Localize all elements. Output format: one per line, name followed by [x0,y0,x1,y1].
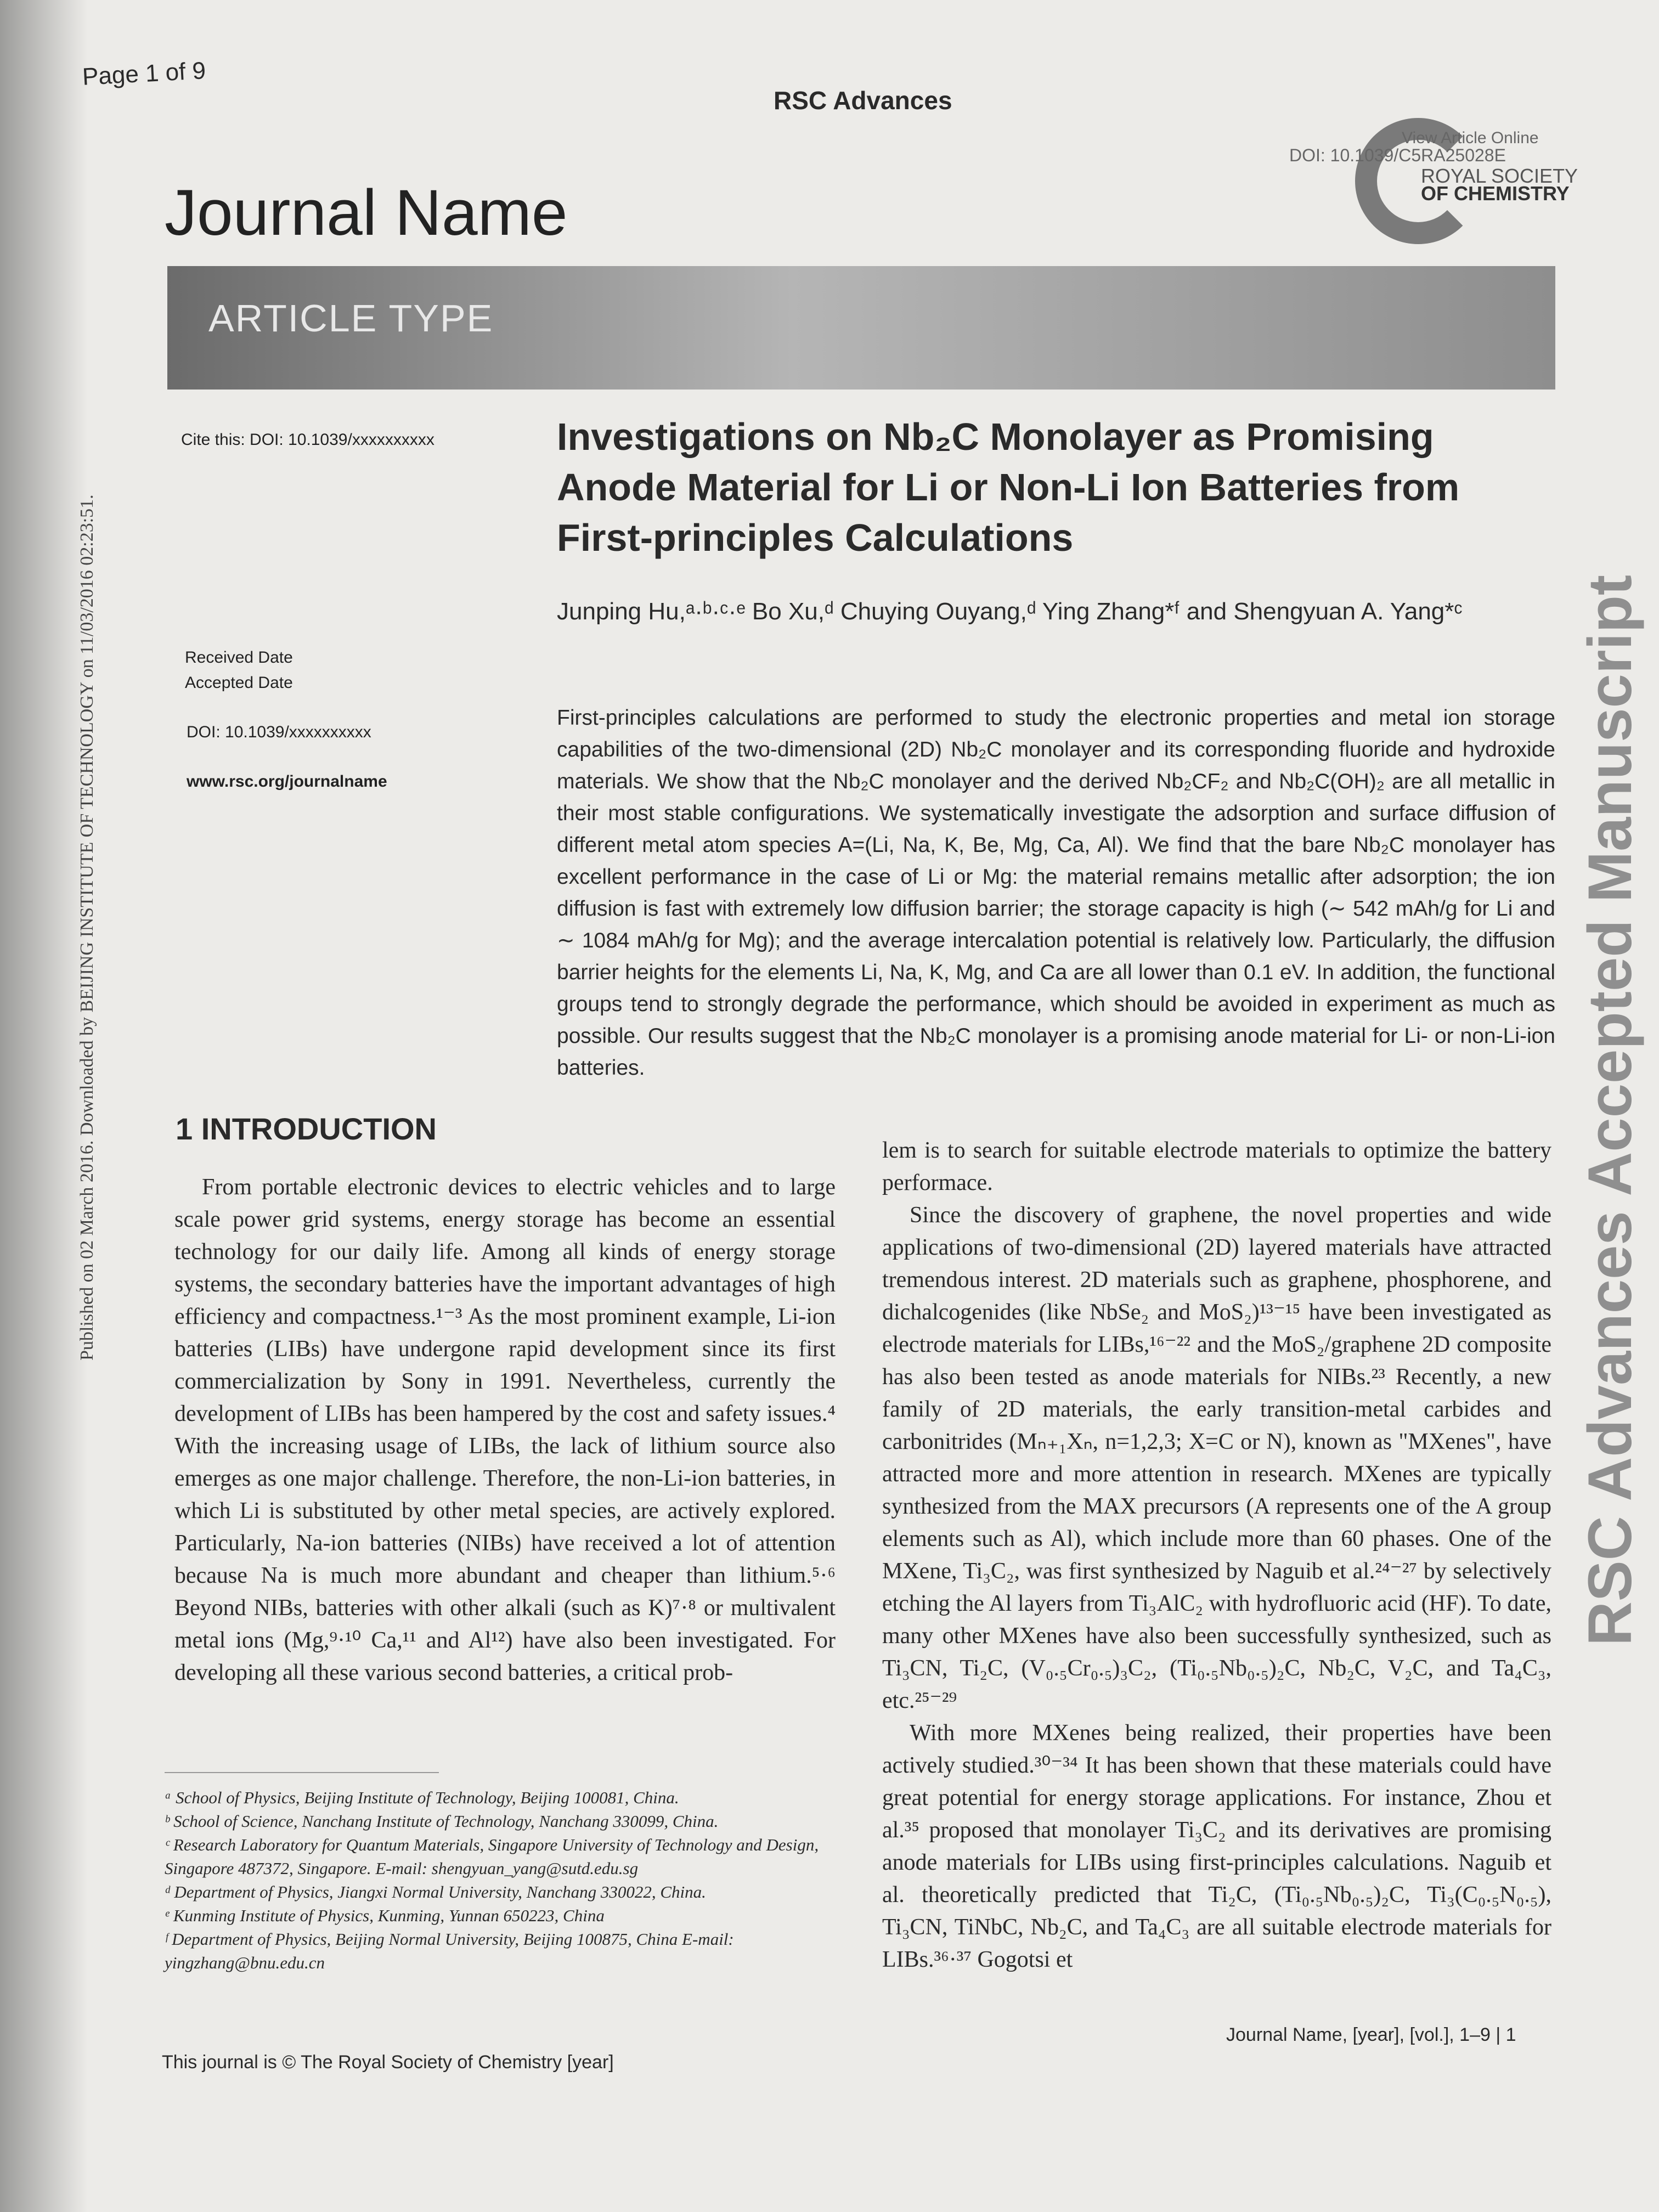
left-column [174,1171,836,1689]
footnote: ᶠ Department of Physics, Beijing Normal University, Beijing 100875, China E-mail: yingzhang@bnu.edu.cn [165,1929,734,1972]
abstract: First-principles calculations are performed to study the electronic properties and metal ion storage capabilities of the two-dimensional (2D) Nb₂C monolayer and its corresponding fluoride and hydroxide materials. We show that the Nb₂C monolayer and the derived Nb₂CF₂ and Nb₂C(OH)₂ are all metallic in their most stable configurations. We systematically investigate the adsorption and surface diffusion of different metal atom species A=(Li, Na, K, Be, Mg, Ca, Al). We find that the bare Nb₂C monolayer has excellent performance in the case of Li or Mg: the material remains metallic after adsorption; the ion diffusion is fast with extremely low diffusion barrier; the storage capacity is high (∼ 542 mAh/g for Li and ∼ 1084 mAh/g for Mg); and the average intercalation potential is relatively low. Particularly, the diffusion barrier heights for the elements Li, Na, K, Mg, and Ca are all lower than 0.1 eV. In addition, the functional groups tend to strongly degrade the performance, which should be avoided in experiment as much as possible. Our results suggest that the Nb₂C monolayer is a promising anode material for Li- or non-Li-ion batteries. [557,706,1555,1080]
footnote-divider [165,1772,439,1773]
journal-name: Journal Name [165,177,568,249]
right-column [882,1135,1551,1976]
page-label: Page 1 of 9 [81,57,207,91]
article-type: ARTICLE TYPE [208,297,494,340]
paragraph: Since the discovery of graphene, the novel properties and wide applications of two-dimensional (2D) layered materials have attracted tremendous interest. 2D materials such as graphene, phosphorene, and dichalcogenides (like NbSe₂ and MoS₂)¹³⁻¹⁵ have been investigated as electrode materials for LIBs,¹⁶⁻²² and the MoS₂/graphene 2D composite has also been tested as anode materials for NIBs.²³ Recently, a new family of 2D materials, the early transition-metal carbides and carbonitrides (Mₙ₊₁Xₙ, n=1,2,3; X=C or N), known as "MXenes", have attracted more and more attention in research. MXenes are typically synthesized from the MAX precursors (A represents one of the A group elements such as Al), which include more than 60 phases. One of the MXene, Ti₃C₂, was first synthesized by Naguib et al.²⁴⁻²⁷ by selectively etching the Al layers from Ti₃AlC₂ with hydrofluoric acid (HF). To date, many other MXenes have also been successfully synthesized, such as Ti₃CN, Ti₂C, (V₀.₅Cr₀.₅)₃C₂, (Ti₀.₅Nb₀.₅)₂C, Nb₂C, V₂C, and Ta₄C₃, etc.²⁵⁻²⁹ [882,1203,1551,1713]
page-edge-shadow [0,0,88,2212]
online-doi: DOI: 10.1039/C5RA25028E [1289,145,1506,165]
logo-of-chemistry: OF CHEMISTRY [1421,182,1570,205]
footnote: ᶜ Research Laboratory for Quantum Materials, Singapore University of Technology and Design, Singapore 487372, Singapore. E-mail: shengyuan_yang@sutd.edu.sg [165,1835,819,1878]
footnote: ᵈ Department of Physics, Jiangxi Normal University, Nanchang 330022, China. [165,1882,706,1901]
received-date: Received Date [185,648,293,667]
accepted-date: Accepted Date [185,674,293,692]
section-heading: 1 INTRODUCTION [176,1111,437,1146]
footnote: ᵃ School of Physics, Beijing Institute of Technology, Beijing 100081, China. [165,1788,679,1807]
cite-this: Cite this: DOI: 10.1039/xxxxxxxxxx [181,431,435,449]
view-article-online-link[interactable]: View Article Online [1402,129,1539,147]
doi: DOI: 10.1039/xxxxxxxxxx [187,723,371,741]
paragraph: From portable electronic devices to electric vehicles and to large scale power grid systems, energy storage has become an essential technology for our daily life. Among all kinds of energy storage systems, the secondary batteries have the important advantages of high efficiency and compactness.¹⁻³ As the most prominent example, Li-ion batteries (LIBs) have undergone rapid development since its first commercialization by Sony in 1991. Nevertheless, currently the development of LIBs has been hampered by the cost and safety issues.⁴ With the increasing usage of LIBs, the lack of lithium source also emerges as one major challenge. Therefore, the non-Li-ion batteries, in which Li is substituted by other metal species, are actively explored. Particularly, Na-ion batteries (NIBs) have received a lot of attention because Na is much more abundant and cheaper than lithium.⁵·⁶ Beyond NIBs, batteries with other alkali (such as K)⁷·⁸ or multivalent metal ions (Mg,⁹·¹⁰ Ca,¹¹ and Al¹²) have also been investigated. For developing all these various second batteries, a critical prob- [174,1175,836,1685]
logo-royal-society: ROYAL SOCIETY [1421,165,1578,187]
footnotes [165,1786,834,1974]
footnote: ᵉ Kunming Institute of Physics, Kunming, Yunnan 650223, China [165,1906,605,1925]
paragraph: With more MXenes being realized, their properties have been actively studied.³⁰⁻³⁴ It has been shown that these materials could have great potential for energy storage applications. For instance, Zhou et al.³⁵ proposed that monolayer Ti₃C₂ and its derivatives are promising anode materials for LIBs using first-principles calculations. Naguib et al. theoretically predicted that Ti₂C, (Ti₀.₅Nb₀.₅)₂C, Ti₃(C₀.₅N₀.₅), Ti₃CN, TiNbC, Nb₂C, and Ta₄C₃ are all suitable electrode materials for LIBs.³⁶·³⁷ Gogotsi et [882,1720,1551,1972]
footer-copyright: This journal is © The Royal Society of Chemistry [year] [162,2052,614,2073]
paragraph: lem is to search for suitable electrode materials to optimize the battery performace. [882,1138,1551,1195]
accepted-manuscript-banner: RSC Advances Accepted Manuscript [1576,574,1644,1646]
footnote: ᵇ School of Science, Nanchang Institute of Technology, Nanchang 330099, China. [165,1812,719,1831]
paper-title: Investigations on Nb₂C Monolayer as Promising Anode Material for Li or Non-Li Ion Batteries from First-principles Calculations [557,415,1460,559]
published-note: Published on 02 March 2016. Downloaded by BEIJING INSTITUTE OF TECHNOLOGY on 11/03/2016 02:23:51. [77,494,97,1361]
journal-website[interactable]: www.rsc.org/journalname [187,772,387,791]
footer-page-info: Journal Name, [year], [vol.], 1–9 | 1 [1226,2024,1516,2045]
author-list: Junping Hu,ᵃ·ᵇ·ᶜ·ᵉ Bo Xu,ᵈ Chuying Ouyang,ᵈ Ying Zhang*ᶠ and Shengyuan A. Yang*ᶜ [557,598,1463,625]
running-header: RSC Advances [774,86,952,115]
